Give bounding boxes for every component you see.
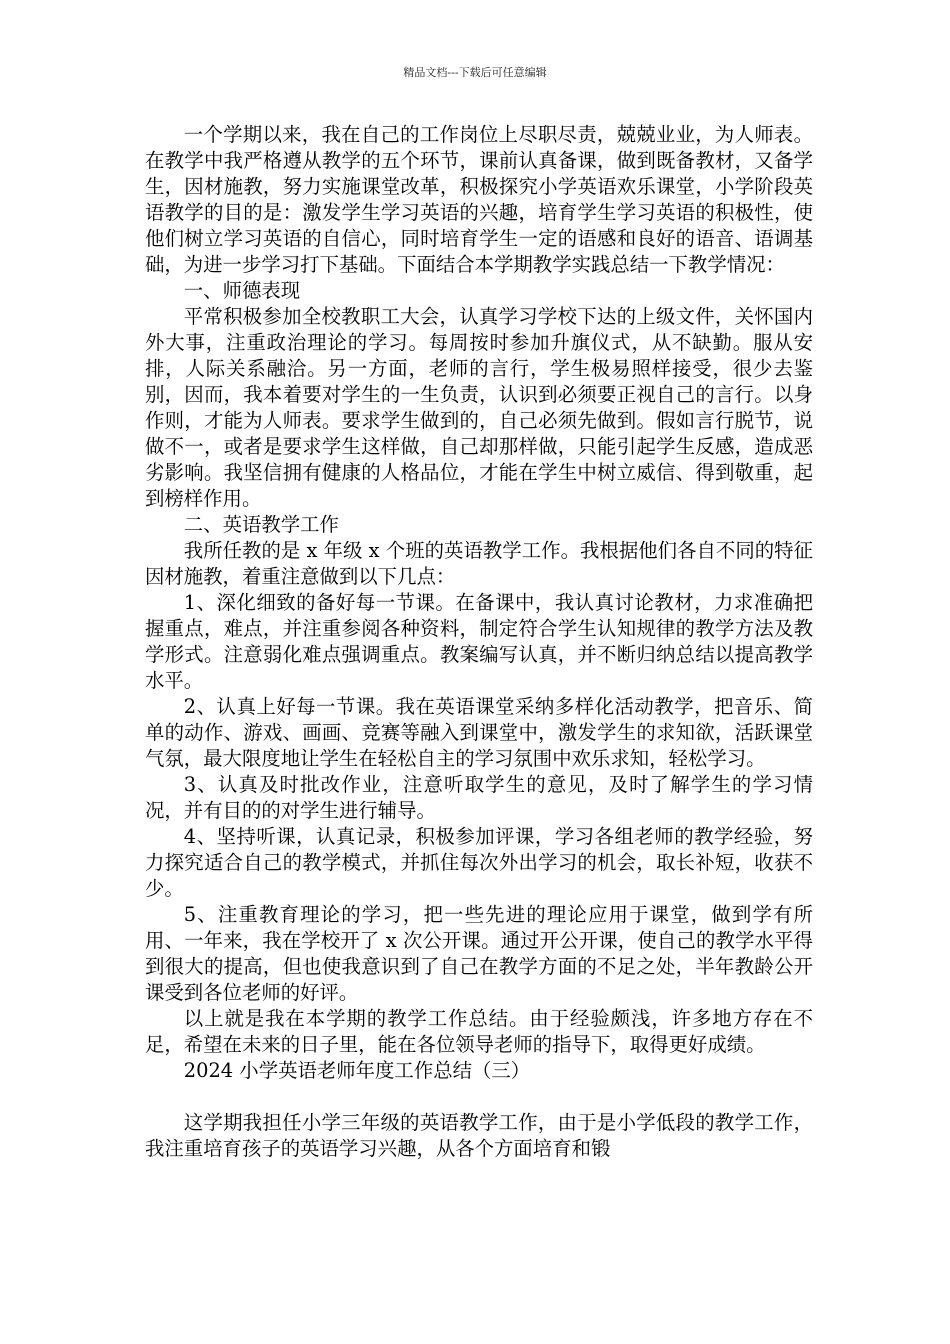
paragraph-teaching-intro: 我所任教的是 x 年级 x 个班的英语教学工作。我根据他们各自不同的特征因材施教，着重注意做到以下几点：: [145, 539, 813, 588]
section-heading-ethics: 一、师德表现: [183, 279, 301, 302]
section-title-part-three: 2024 小学英语老师年度工作总结（三）: [183, 1059, 531, 1082]
page-header: 精品文档---下载后可任意编辑: [403, 66, 547, 79]
paragraph-part-three-intro: 这学期我担任小学三年级的英语教学工作，由于是小学低段的教学工作，我注重培育孩子的英语学习兴趣，从各个方面培育和锻: [145, 1111, 813, 1160]
paragraph-ethics: 平常积极参加全校教职工大会，认真学习学校下达的上级文件，关怀国内外大事，注重政治理论的学习。每周按时参加升旗仪式，从不缺勤。服从安排，人际关系融洽。另一方面，老师的言行，学生极易照样接受，很少去鉴别，因而，我本着要对学生的一生负责，认识到必须要正视自己的言行。以身作则，才能为人师表。要求学生做到的，自己必须先做到。假如言行脱节，说做不一，或者是要求学生这样做，自己却那样做，只能引起学生反感，造成恶劣影响。我坚信拥有健康的人格品位，才能在学生中树立威信、得到敬重，起到榜样作用。: [145, 305, 813, 510]
document-body: [145, 122, 813, 1162]
list-item-3: 3、认真及时批改作业，注意听取学生的意见，及时了解学生的学习情况，并有目的的对学生进行辅导。: [145, 773, 813, 822]
list-item-4: 4、坚持听课，认真记录，积极参加评课，学习各组老师的教学经验，努力探究适合自己的教学模式，并抓住每次外出学习的机会，取长补短，收获不少。: [145, 825, 813, 900]
list-item-1: 1、深化细致的备好每一节课。在备课中，我认真讨论教材，力求准确把握重点，难点，并注重参阅各种资料，制定符合学生认知规律的教学方法及教学形式。注意弱化难点强调重点。教案编写认真，并不断归纳总结以提高教学水平。: [145, 591, 813, 692]
section-heading-teaching: 二、英语教学工作: [183, 513, 339, 536]
paragraph-intro: 一个学期以来，我在自己的工作岗位上尽职尽责，兢兢业业，为人师表。在教学中我严格遵从教学的五个环节，课前认真备课，做到既备教材，又备学生，因材施教，努力实施课堂改革，积极探究小学英语欢乐课堂，小学阶段英语教学的目的是：激发学生学习英语的兴趣，培育学生学习英语的积极性，使他们树立学习英语的自信心，同时培育学生一定的语感和良好的语音、语调基础，为进一步学习打下基础。下面结合本学期教学实践总结一下教学情况：: [145, 123, 813, 276]
paragraph-conclusion: 以上就是我在本学期的教学工作总结。由于经验颇浅，许多地方存在不足，希望在未来的日子里，能在各位领导老师的指导下，取得更好成绩。: [145, 1007, 813, 1056]
list-item-2: 2、认真上好每一节课。我在英语课堂采纳多样化活动教学，把音乐、简单的动作、游戏、画画、竞赛等融入到课堂中，激发学生的求知欲，活跃课堂气氛，最大限度地让学生在轻松自主的学习氛围中欢乐求知，轻松学习。: [145, 695, 813, 770]
list-item-5: 5、注重教育理论的学习，把一些先进的理论应用于课堂，做到学有所用、一年来，我在学校开了 x 次公开课。通过开公开课，使自己的教学水平得到很大的提高，但也使我意识到了自己在教学方面的不足之处，半年教龄公开课受到各位老师的好评。: [145, 903, 813, 1004]
